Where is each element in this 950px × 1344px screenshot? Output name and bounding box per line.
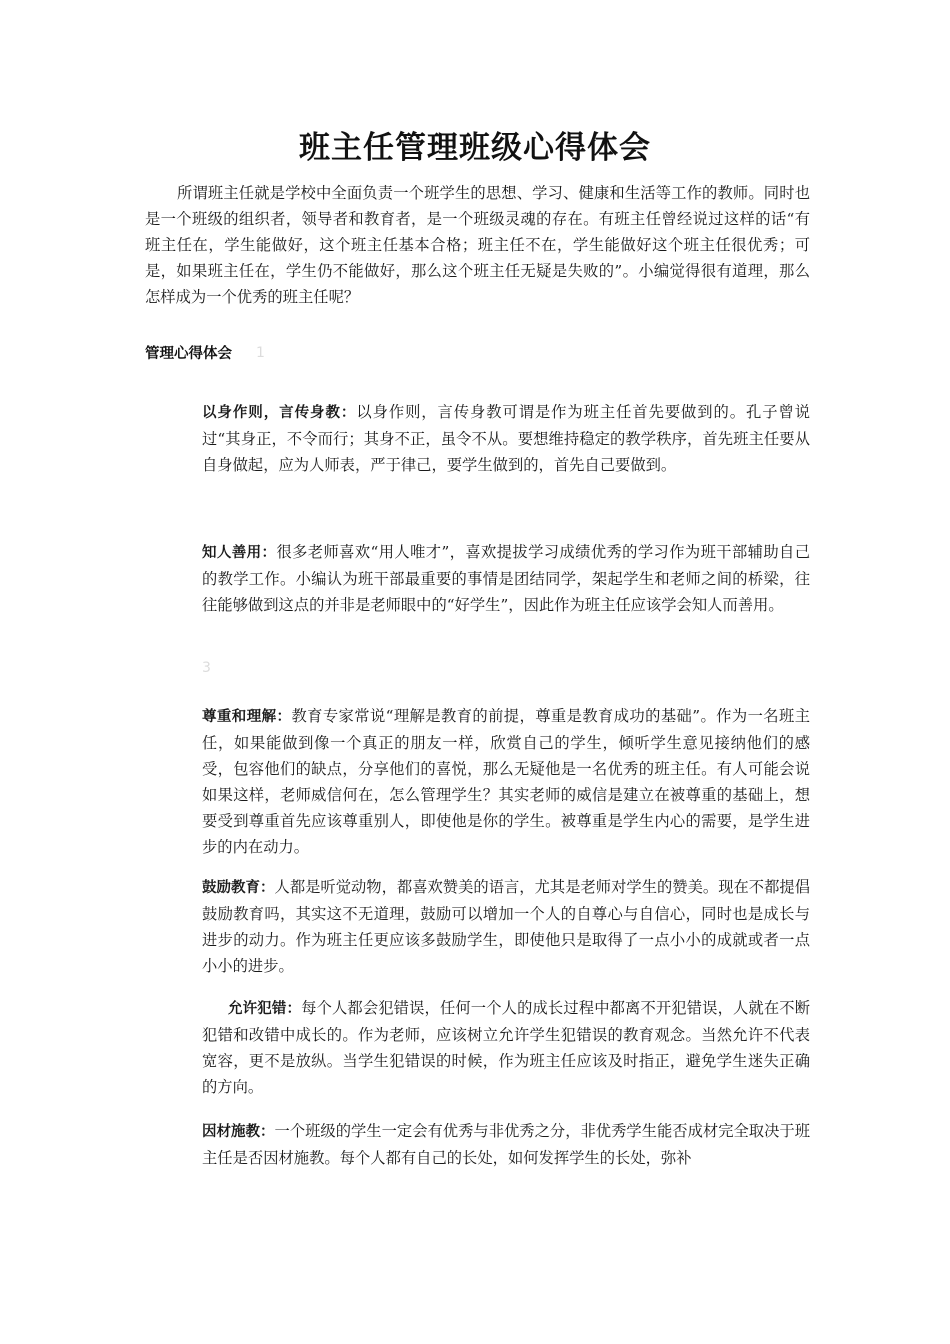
item-paragraph — [202, 995, 810, 1100]
faint-number-mark: 3 — [202, 660, 211, 676]
item-paragraph — [202, 399, 810, 478]
item-text: 一个班级的学生一定会有优秀与非优秀之分，非优秀学生能否成材完全取决于班主任是否因材施教。每个人都有自己的长处，如何发挥学生的长处，弥补 — [202, 1122, 810, 1167]
intro-paragraph: 所谓班主任就是学校中全面负责一个班学生的思想、学习、健康和生活等工作的教师。同时也是一个班级的组织者，领导者和教育者，是一个班级灵魂的存在。有班主任曾经说过这样的话“有班主任在，学生能做好，这个班主任基本合格；班主任不在，学生能做好这个班主任很优秀；可是，如果班主任在，学生仍不能做好，那么这个班主任无疑是失败的”。小编觉得很有道理，那么怎样成为一个优秀的班主任呢？ — [145, 184, 810, 306]
faint-number-mark: 1 — [256, 345, 265, 361]
item-term: 知人善用： — [202, 545, 277, 561]
item-term: 尊重和理解： — [202, 709, 292, 725]
item-text: 人都是听觉动物，都喜欢赞美的语言，尤其是老师对学生的赞美。现在不都提倡鼓励教育吗，其实这不无道理，鼓励可以增加一个人的自尊心与自信心，同时也是成长与进步的动力。作为班主任更应该多鼓励学生，即使他只是取得了一点小小的成就或者一点小小的进步。 — [202, 878, 810, 975]
item-paragraph — [202, 874, 810, 979]
item-term: 因材施教： — [202, 1124, 275, 1140]
item-term: 鼓励教育： — [202, 880, 275, 896]
item-term: 以身作则，言传身教： — [202, 405, 357, 421]
item-text: 以身作则，言传身教可谓是作为班主任首先要做到的。孔子曾说过“其身正，不令而行；其身不正，虽令不从。要想维持稳定的教学秩序，首先班主任要从自身做起，应为人师表，严于律己，要学生做到的，首先自己要做到。 — [202, 403, 810, 474]
item-text: 每个人都会犯错误，任何一个人的成长过程中都离不开犯错误，人就在不断犯错和改错中成长的。作为老师，应该树立允许学生犯错误的教育观念。当然允许不代表宽容，更不是放纵。当学生犯错误的时候，作为班主任应该及时指正，避免学生迷失正确的方向。 — [202, 999, 810, 1096]
section-heading: 管理心得体会 — [145, 346, 232, 362]
item-text: 很多老师喜欢“用人唯才”，喜欢提拔学习成绩优秀的学习作为班干部辅助自己的教学工作。小编认为班干部最重要的事情是团结同学，架起学生和老师之间的桥梁，往往能够做到这点的并非是老师眼中的“好学生”，因此作为班主任应该学会知人而善用。 — [202, 543, 810, 614]
item-text: 教育专家常说“理解是教育的前提，尊重是教育成功的基础”。作为一名班主任，如果能做到像一个真正的朋友一样，欣赏自己的学生，倾听学生意见接纳他们的感受，包容他们的缺点，分享他们的喜悦，那么无疑他是一名优秀的班主任。有人可能会说如果这样，老师威信何在，怎么管理学生？其实老师的威信是建立在被尊重的基础上，想要受到尊重首先应该尊重别人，即使他是你的学生。被尊重是学生内心的需要，是学生进步的内在动力。 — [202, 707, 810, 856]
item-paragraph — [202, 1118, 810, 1171]
item-paragraph — [202, 539, 810, 618]
item-paragraph — [202, 703, 810, 860]
document-title: 班主任管理班级心得体会 — [299, 130, 651, 166]
item-term: 允许犯错： — [228, 1001, 302, 1017]
